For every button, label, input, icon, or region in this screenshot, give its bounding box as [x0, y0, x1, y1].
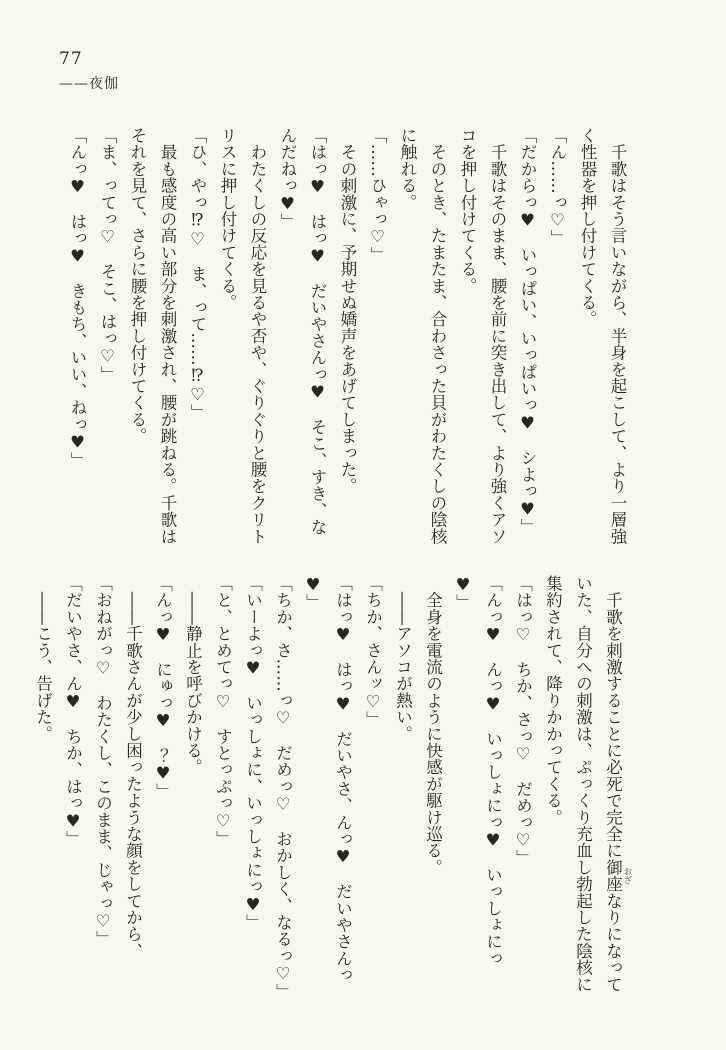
ruby-after-text: なりになっていた、自分への刺激は、ぷっくり充血し勃起した陰核に集約されて、降りかかってくる。: [543, 575, 623, 993]
dialogue-line: 「ま、ってっ♡ そこ、はっ♡」: [98, 127, 117, 383]
ruby-base-text: 御座: [603, 858, 623, 893]
narration-line: わたくしの反応を見るや否や、ぐりぐりと腰をクリトリスに押し付けてくる。: [218, 127, 267, 545]
dialogue-line: 「はっ♥ はっ♥ だいやさんっ♥ そこ、すき、なんだねっ♥」: [278, 127, 327, 536]
dialogue-line: 「おねがっ♡ わたくし、このまま、じゃっ♡」: [93, 575, 113, 948]
text-band-top: [62, 127, 632, 545]
dialogue-line: 「だからっ♥ いっぱい、いっぱいっ♥ シよっ♥」: [518, 127, 537, 536]
dialogue-line: 「……ひゃっ♡」: [368, 127, 387, 264]
dialogue-line: 「はっ♥ はっ♥ だいやさ、んっ♥ だいやさんっ♥」: [303, 575, 353, 984]
dialogue-line: 「んっ♥ はっ♥ きもち、いい、ねっ♥」: [68, 127, 87, 469]
text-band-bottom: [28, 575, 633, 1000]
dialogue-line: 「だいやさ、ん♥ ちか、はっ♥」: [63, 575, 83, 848]
dialogue-line: 「はっ♡ ちか、さっ♡ だめっ♡」: [513, 575, 533, 867]
dialogue-line: 「ん……っ♡」: [548, 127, 567, 247]
page-number: 77: [59, 49, 83, 69]
dialogue-line: 「と、とめてっ♡ すとっぷっ♡」: [213, 575, 233, 848]
dialogue-line: 「ちか、さんッ♡」: [363, 575, 383, 728]
narration-line: そのとき、たまたま、合わさった貝がわたくしの陰核に触れる。: [398, 127, 447, 545]
dialogue-line: 「いーよっ♥ いっしょに、いっしょにっ♥」: [243, 575, 263, 931]
narration-line: 千歌はそのまま、腰を前に突き出して、より強くアソコを押し付けてくる。: [458, 127, 507, 545]
narration-line: ――アソコが熱い。: [393, 575, 413, 742]
dialogue-line: 「んっ♥ んっ♥ いっしょにっ♥ いっしょにっ♥」: [453, 575, 503, 967]
narration-line: ――千歌さんが少し困ったような顔をしてから、: [123, 575, 143, 960]
narration-line: ――静止を呼びかける。: [183, 575, 203, 776]
furigana-text: おざ: [622, 858, 632, 893]
dialogue-line: 「ちか、さ……っ♡ だめっ♡ おかしく、なるっ♡」: [273, 575, 293, 1000]
narration-line: 最も感度の高い部分を刺激され、腰が跳ねる。千歌はそれを見て、さらに腰を押し付けてくる。: [128, 127, 177, 545]
narration-line: 全身を電流のように快感が駆け巡る。: [423, 575, 443, 876]
narration-line-with-furigana: [538, 575, 633, 993]
narration-line: その刺激に、予期せぬ嬌声をあげてしまった。: [338, 127, 357, 495]
dialogue-line: 「んっ♥ にゅっ♥ ？♥」: [153, 575, 173, 800]
ruby-annotation: [603, 858, 632, 893]
running-header: ——夜伽: [59, 76, 119, 92]
dialogue-line: 「ひ、やっ⁉♡ ま、って……⁉♡」: [188, 127, 207, 421]
ruby-before-text: 千歌を刺激することに必死で完全に: [603, 575, 623, 859]
narration-line: 千歌はそう言いながら、半身を起こして、より一層強く性器を押し付けてくる。: [578, 127, 627, 545]
narration-line: ――こう、告げた。: [33, 575, 53, 742]
